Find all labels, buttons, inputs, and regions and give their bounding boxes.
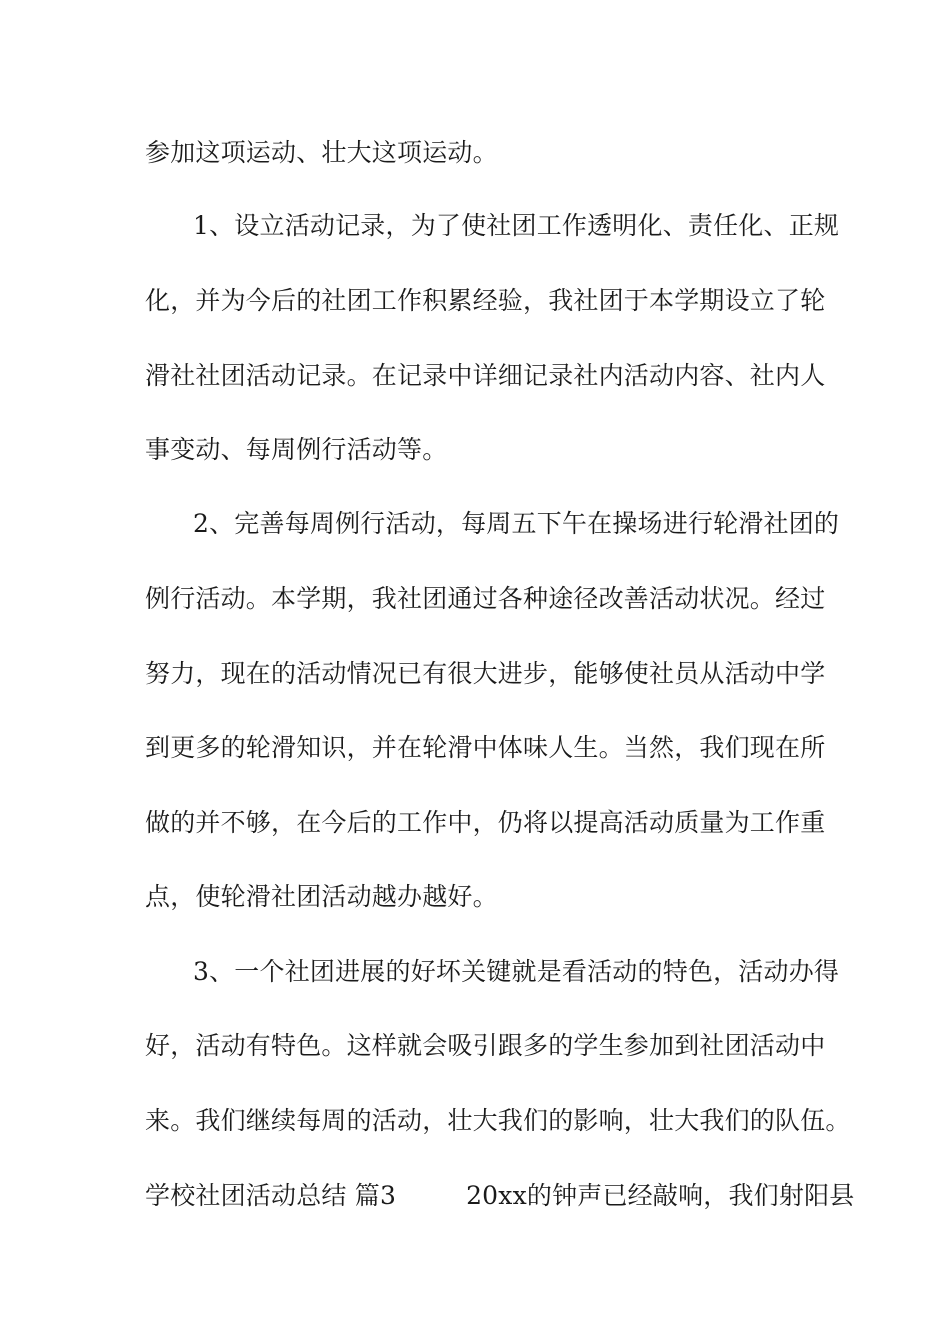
section-body-text: 20xx的钟声已经敲响，我们射阳县 — [466, 1181, 855, 1210]
paragraph-1-line-1: 1、设立活动记录，为了使社团工作透明化、责任化、正规 — [193, 211, 840, 240]
paragraph-1-line-3: 滑社社团活动记录。在记录中详细记录社内活动内容、社内人 — [145, 361, 826, 390]
paragraph-2-line-5: 做的并不够，在今后的工作中，仍将以提高活动质量为工作重 — [145, 808, 826, 837]
paragraph-1-line-2: 化，并为今后的社团工作积累经验，我社团于本学期设立了轮 — [145, 286, 826, 315]
section-heading: 学校社团活动总结 篇3 — [145, 1181, 397, 1210]
paragraph-1-line-4: 事变动、每周例行活动等。 — [145, 435, 448, 464]
text-line-1: 参加这项运动、壮大这项运动。 — [145, 138, 498, 167]
section-heading-line — [145, 1180, 855, 1212]
paragraph-2-line-2: 例行活动。本学期，我社团通过各种途径改善活动状况。经过 — [145, 584, 826, 613]
paragraph-2-line-3: 努力，现在的活动情况已有很大进步，能够使社员从活动中学 — [145, 659, 826, 688]
paragraph-2-line-4: 到更多的轮滑知识，并在轮滑中体味人生。当然，我们现在所 — [145, 733, 826, 762]
paragraph-3-line-3: 来。我们继续每周的活动，壮大我们的影响，壮大我们的队伍。 — [145, 1106, 851, 1135]
paragraph-2-line-6: 点，使轮滑社团活动越办越好。 — [145, 882, 498, 911]
paragraph-3-line-1: 3、一个社团进展的好坏关键就是看活动的特色，活动办得 — [193, 957, 840, 986]
paragraph-3-line-2: 好，活动有特色。这样就会吸引跟多的学生参加到社团活动中 — [145, 1031, 826, 1060]
paragraph-2-line-1: 2、完善每周例行活动，每周五下午在操场进行轮滑社团的 — [193, 509, 840, 538]
